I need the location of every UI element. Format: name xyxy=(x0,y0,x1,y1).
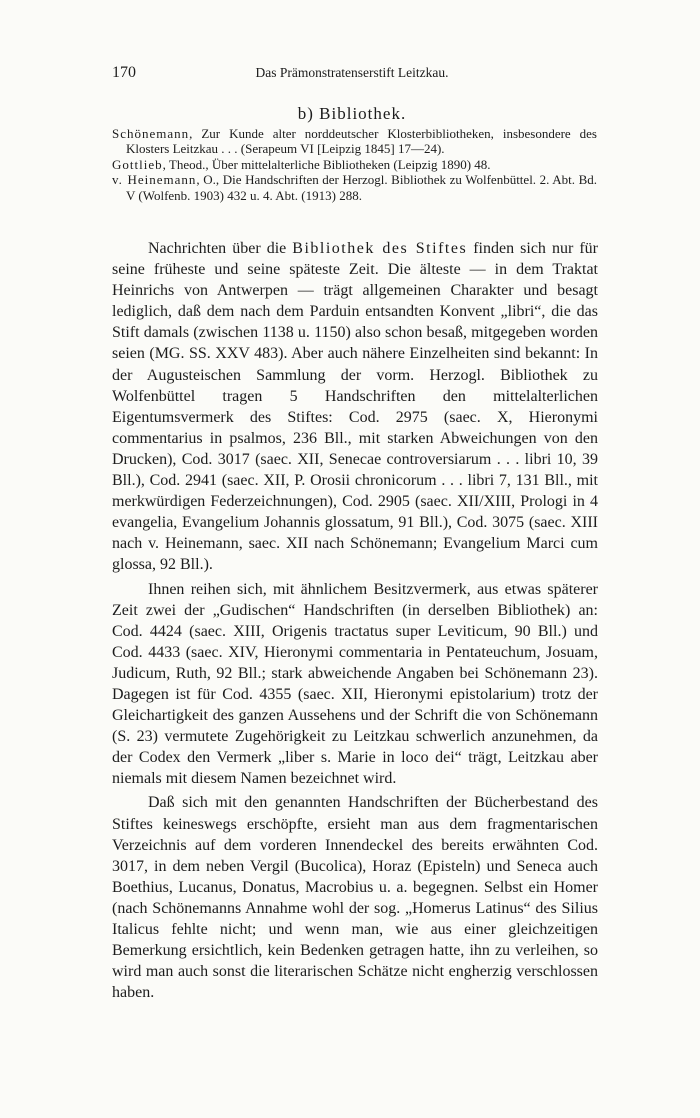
bibliography-author: Schönemann xyxy=(112,126,190,141)
paragraph xyxy=(112,238,598,576)
body-text xyxy=(112,238,598,1006)
bibliography-text: , Zur Kunde alter norddeutscher Klosterbibliotheken, insbesondere des Klosters Leitzkau . . . (Serapeum VI [Leipzig 1845] 17—24). xyxy=(126,126,597,157)
bibliography-entry xyxy=(112,172,597,203)
paragraph-text: finden sich nur für seine früheste und seine späteste Zeit. Die älteste — in dem Traktat Heinrichs von Antwerpen — trägt allgemeinen Charakter und besagt lediglich, daß dem nach dem Parduin entsandten Konvent „libri“, die das Stift damals (zwischen 1138 u. 1150) also schon besaß, mitgegeben worden seien (MG. SS. XXV 483). Aber auch nähere Einzelheiten sind bekannt: In der Augusteischen Sammlung der vorm. Herzogl. Bibliothek zu Wolfenbüttel tragen 5 Handschriften den mittelalterlichen Eigentumsvermerk des Stiftes: Cod. 2975 (saec. X, Hieronymi commentarius in psalmos, 236 Bll., mit starken Abweichungen von den Drucken), Cod. 3017 (saec. XII, Senecae controversiarum . . . libri 10, 39 Bll.), Cod. 2941 (saec. XII, P. Orosii chronicorum . . . libri 7, 131 Bll., mit merkwürdigen Federzeichnungen), Cod. 2905 (saec. XII/XIII, Prologi in 4 evangelia, Evangelium Johannis glossatum, 91 Bll.), Cod. 3075 (saec. XIII nach v. Heinemann, saec. XII nach Schönemann; Evangelium Marci cum glossa, 92 Bll.). xyxy=(112,240,598,574)
paragraph xyxy=(112,792,598,1003)
bibliography-author: Gottlieb xyxy=(112,156,163,172)
bibliography-entry xyxy=(112,157,597,172)
bibliography-text: , O., Die Handschriften der Herzogl. Bibliothek zu Wolfenbüttel. 2. Abt. Bd. V (Wolfenb. 1903) 432 u. 4. Abt. (1913) 288. xyxy=(126,172,597,203)
bibliography-text: , Theod., Über mittelalterliche Bibliotheken (Leipzig 1890) 48. xyxy=(162,156,491,172)
page-number: 170 xyxy=(112,64,136,81)
running-head xyxy=(112,64,592,84)
bibliography xyxy=(112,126,597,203)
paragraph-text: Ihnen reihen sich, mit ähnlichem Besitzvermerk, aus etwas späterer Zeit zwei der „Gudischen“ Handschriften (in derselben Bibliothek) an: Cod. 4424 (saec. XIII, Origenis tractatus super Leviticum, 90 Bll.) und Cod. 4433 (saec. XIV, Hieronymi commentaria in Pentateuchum, Josuam, Judicum, Ruth, 92 Bll.; stark abweichende Angaben bei Schönemann 23). Dagegen ist für Cod. 4355 (saec. XII, Hieronymi epistolarium) trotz der Gleichartigkeit des ganzen Aussehens und der Schrift die von Schönemann (S. 23) vermutete Zugehörigkeit zu Leitzkau schwerlich anzunehmen, da der Codex den Vermerk „liber s. Marie in loco dei“ trägt, Leitzkau aber niemals mit diesem Namen bezeichnet wird. xyxy=(112,580,598,788)
section-heading: b) Bibliothek. xyxy=(297,104,407,123)
bibliography-author: v. Heinemann xyxy=(112,172,197,188)
paragraph xyxy=(112,579,598,790)
running-title: Das Prämonstratenserstift Leitzkau. xyxy=(255,65,449,80)
paragraph-text: Daß sich mit den genannten Handschriften der Bücherbestand des Stiftes keineswegs erschöpfte, ersieht man aus dem fragmentarischen Verzeichnis auf dem vorderen Innendeckel des bereits erwähnten Cod. 3017, in dem neben Vergil (Bucolica), Horaz (Episteln) und Seneca auch Boethius, Lucanus, Donatus, Macrobius u. a. begegnen. Selbst ein Homer (nach Schönemanns Annahme wohl der sog. „Homerus Latinus“ des Silius Italicus fehlte nicht; und wenn man, wie aus einer gleichzeitigen Bemerkung ersichtlich, kein Bedenken getragen hatte, ihn zu verleihen, so wird man auch sonst die literarischen Schätze nicht engherzig verschlossen haben. xyxy=(112,794,598,1002)
emphasized-term: Bibliothek des Stiftes xyxy=(292,240,468,257)
bibliography-entry xyxy=(112,126,597,157)
paragraph-lead: Nachrichten über die xyxy=(148,240,293,257)
